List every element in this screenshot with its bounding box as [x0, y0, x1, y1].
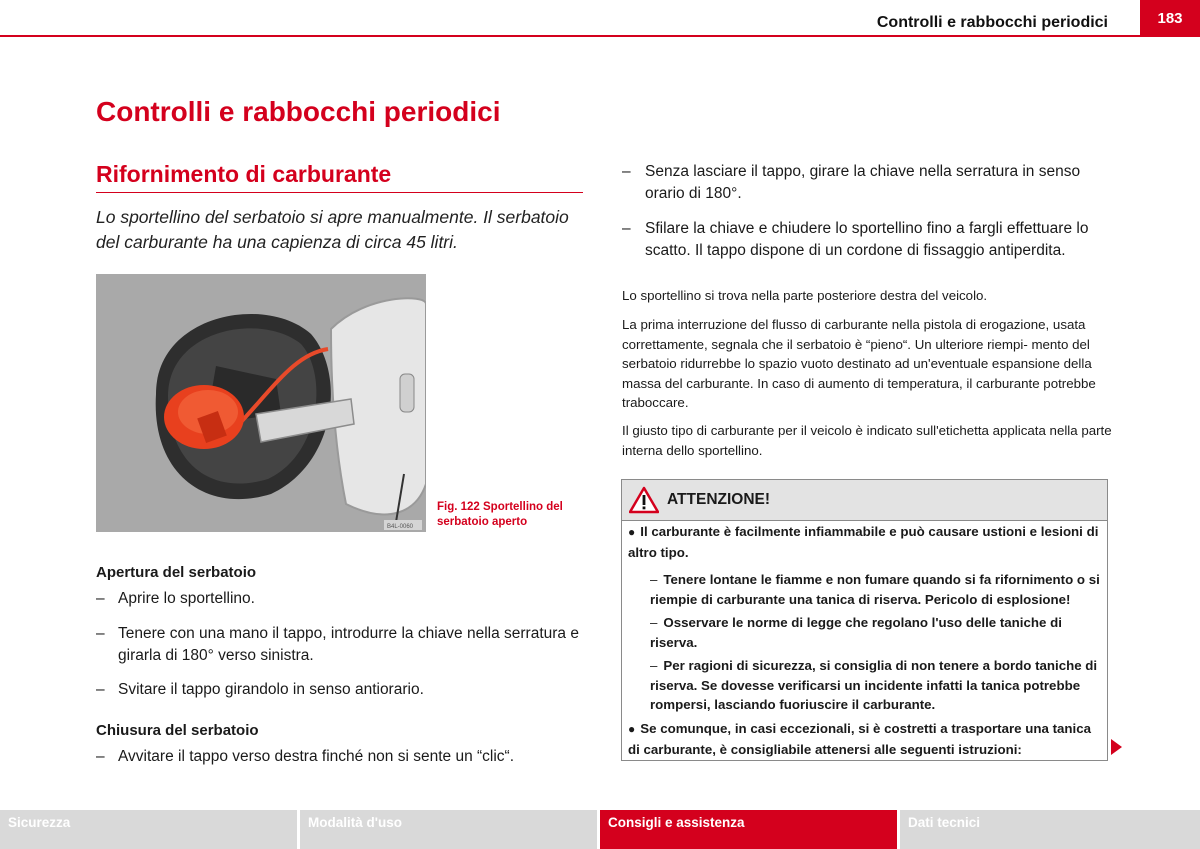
- opening-step: – Svitare il tappo girandolo in senso antiorario.: [96, 681, 424, 698]
- header-rule: [0, 35, 1140, 37]
- warning-title: ATTENZIONE!: [667, 491, 771, 508]
- warning-sub-item: – Tenere lontane le fiamme e non fumare quando si fa rifornimento o si riempie di carburante una tanica di riserva. Pericolo di esplosione!: [650, 572, 1100, 607]
- section-rule: [96, 192, 583, 193]
- page-number: 183: [1140, 0, 1200, 37]
- closing-heading: Chiusura del serbatoio: [96, 722, 259, 739]
- tab-sicurezza[interactable]: Sicurezza: [0, 810, 297, 849]
- warning-bullet: ● Il carburante è facilmente infiammabile e può causare ustioni e lesioni di altro tipo.: [628, 524, 1099, 560]
- opening-step: – Aprire lo sportellino.: [96, 590, 255, 607]
- warning-bullet: ● Se comunque, in casi eccezionali, si è costretti a trasportare una tanica di carburante, è consigliabile attenersi alle seguenti istruzioni:: [628, 721, 1092, 757]
- warning-sub-item: – Per ragioni di sicurezza, si consiglia di non tenere a bordo taniche di riserva. Se dovesse verificarsi un incidente infatti la tanica potrebbe rompersi, lasciando fuoriuscire il carburante.: [650, 658, 1098, 712]
- opening-step: – Tenere con una mano il tappo, introdurre la chiave nella serratura e girarla di 180° verso sinistra.: [96, 625, 579, 664]
- closing-step: – Sfilare la chiave e chiudere lo sportellino fino a fargli effettuare lo scatto. Il tappo dispone di un cordone di fissaggio antiperdita.: [622, 220, 1089, 259]
- tab-consigli-assistenza[interactable]: Consigli e assistenza: [600, 810, 897, 849]
- closing-step: – Avvitare il tappo verso destra finché non si sente un “clic“.: [96, 748, 515, 765]
- footer-nav: [0, 810, 1200, 849]
- note-paragraph: La prima interruzione del flusso di carburante nella pistola di erogazione, usata correttamente, segnala che il serbatoio è “pieno“. Un ulteriore riempi- mento del serbatoio ridurrebbe lo spazio vuoto destinato ad un'eventuale espansione della massa del carburante. In caso di aumento di temperatura, il carburante potrebbe traboccare.: [622, 317, 1096, 410]
- figure-code: B4L-0060: [387, 524, 414, 530]
- running-title: Controlli e rabbocchi periodici: [876, 14, 1108, 31]
- opening-heading: Apertura del serbatoio: [96, 564, 257, 581]
- tab-modalita-uso[interactable]: Modalità d'uso: [300, 810, 597, 849]
- warning-triangle-icon: [629, 486, 659, 514]
- tab-dati-tecnici[interactable]: Dati tecnici: [900, 810, 1200, 849]
- note-paragraph: Lo sportellino si trova nella parte posteriore destra del veicolo.: [622, 288, 988, 303]
- intro-text: Lo sportellino del serbatoio si apre manualmente. Il serbatoio del carburante ha una capienza di circa 45 litri.: [96, 207, 569, 252]
- warning-sub-item: – Osservare le norme di legge che regolano l'uso delle taniche di riserva.: [650, 615, 1062, 650]
- section-title: Rifornimento di carburante: [96, 161, 392, 187]
- chapter-title: Controlli e rabbocchi periodici: [96, 96, 501, 127]
- closing-step: – Senza lasciare il tappo, girare la chiave nella serratura in senso orario di 180°.: [622, 163, 1081, 202]
- figure-caption: Fig. 122 Sportellino del serbatoio aperto: [437, 501, 563, 528]
- warning-header: [622, 480, 1107, 521]
- continue-arrow-icon[interactable]: [1111, 739, 1122, 755]
- note-paragraph: Il giusto tipo di carburante per il veicolo è indicato sull'etichetta applicata nella parte interna dello sportellino.: [622, 423, 1112, 458]
- fuel-flap-figure: [96, 274, 426, 532]
- fuel-flap-illustration: [96, 274, 426, 532]
- warning-box: [621, 479, 1108, 761]
